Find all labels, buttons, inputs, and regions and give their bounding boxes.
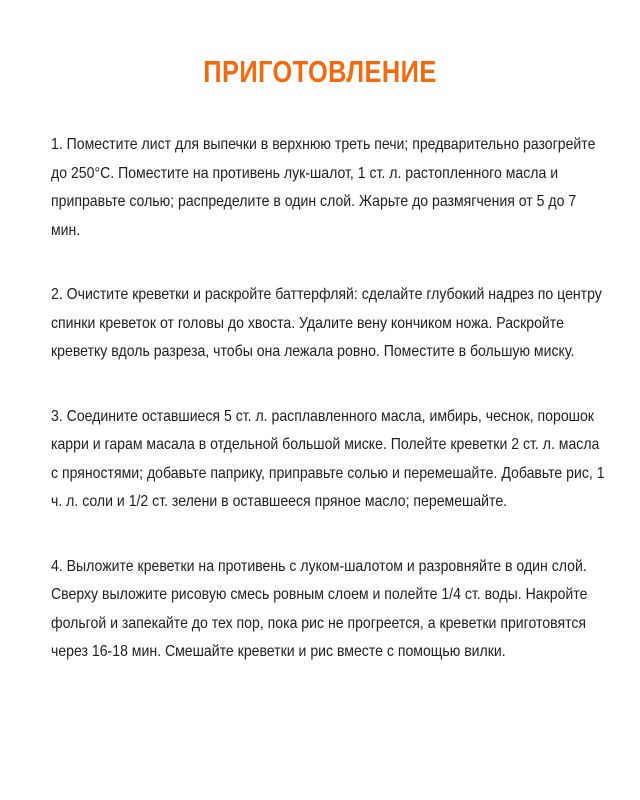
instruction-step-4: 4. Выложите креветки на противень с луком-шалотом и разровняйте в один слой. Сверху выложите рисовую смесь ровным слоем и полейте 1/4 ст. воды. Накройте фольгой и запекайте до тех пор, пока рис не прогреется, а креветки приготовятся через 16-18 мин. Смешайте креветки и рис вместе с помощью вилки. (51, 557, 588, 660)
instruction-step-3: 3. Соедините оставшиеся 5 ст. л. расплавленного масла, имбирь, чеснок, порошок карри и гарам масала в отдельной большой миске. Полейте креветки 2 ст. л. масла с пряностями; добавьте паприку, приправьте солью и перемешайте. Добавьте рис, 1 ч. л. соли и 1/2 ст. зелени в оставшееся пряное масло; перемешайте. (51, 407, 605, 510)
instruction-step-1: 1. Поместите лист для выпечки в верхнюю треть печи; предварительно разогрейте до 250°С. Поместите на противень лук-шалот, 1 ст. л. растопленного масла и приправьте солью; распределите в один слой. Жарьте до размягчения от 5 до 7 мин. (51, 136, 596, 239)
page-title: ПРИГОТОВЛЕНИЕ (203, 54, 437, 89)
instruction-step-2: 2. Очистите креветки и раскройте баттерфляй: сделайте глубокий надрез по центру спинки креветок от головы до хвоста. Удалите вену кончиком ножа. Раскройте креветку вдоль разреза, чтобы она лежала ровно. Поместите в большую миску. (51, 286, 602, 360)
instructions-list (51, 131, 607, 667)
